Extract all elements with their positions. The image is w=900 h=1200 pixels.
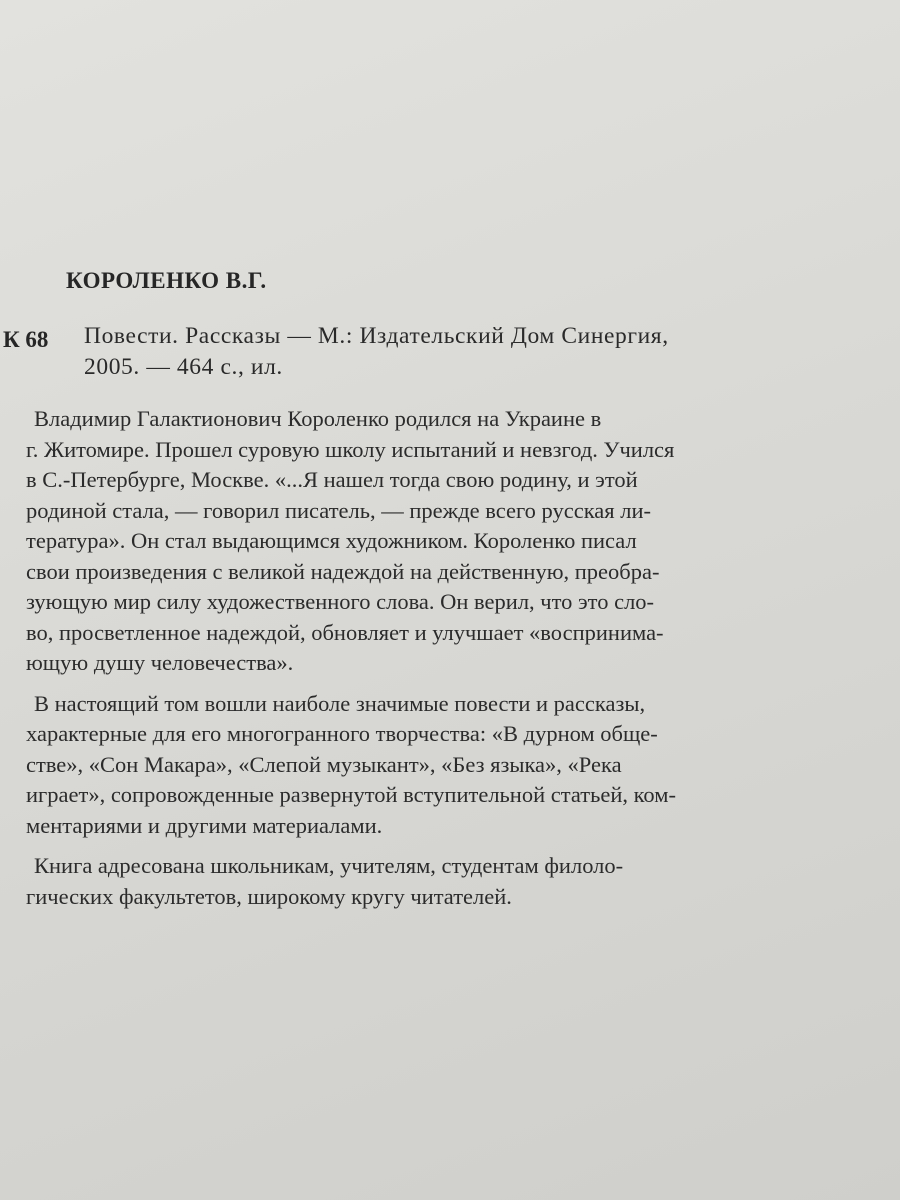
abstract-line: г. Житомире. Прошел суровую школу испытаний и невзгод. Учился xyxy=(26,436,675,462)
abstract-line: родиной стала, — говорил писатель, — прежде всего русская ли- xyxy=(26,497,652,523)
abstract-line: Владимир Галактионович Короленко родился на Украине в xyxy=(34,406,602,431)
abstract-paragraph xyxy=(26,689,816,842)
bibliographic-description xyxy=(84,321,804,383)
abstract-line: играет», сопровожденные развернутой вступительной статьей, ком- xyxy=(26,782,676,807)
abstract-line: гических факультетов, широкому кругу читателей. xyxy=(26,883,512,909)
abstract-line: во, просветленное надеждой, обновляет и улучшает «воспринима- xyxy=(26,619,664,645)
abstract-line: в С.-Петербурге, Москве. «...Я нашел тогда свою родину, и этой xyxy=(26,467,638,492)
abstract-line: стве», «Сон Макара», «Слепой музыкант», «Без языка», «Река xyxy=(26,751,622,777)
bibliographic-line: Повести. Рассказы — М.: Издательский Дом Синергия, xyxy=(84,323,669,349)
abstract-line: ментариями и другими материалами. xyxy=(26,812,383,838)
abstract-line: В настоящий том вошли наиболе значимые повести и рассказы, xyxy=(34,690,646,716)
abstract-line: зующую мир силу художественного слова. Он верил, что это сло- xyxy=(26,589,655,614)
abstract-line: характерные для его многогранного творчества: «В дурном обще- xyxy=(26,721,658,746)
catalog-code: К 68 xyxy=(3,327,49,352)
abstract-line: свои произведения с великой надеждой на действенную, преобра- xyxy=(26,558,660,584)
abstract-line: Книга адресована школьникам, учителям, студентам филоло- xyxy=(34,853,624,878)
author-heading: КОРОЛЕНКО В.Г. xyxy=(66,268,267,293)
abstract-paragraph xyxy=(26,851,816,912)
abstract-line: тература». Он стал выдающимся художником. Короленко писал xyxy=(26,528,637,553)
abstract-line: ющую душу человечества». xyxy=(26,650,294,675)
abstract-paragraph xyxy=(26,404,816,679)
bibliographic-line: 2005. — 464 с., ил. xyxy=(84,354,283,380)
book-abstract xyxy=(26,404,816,922)
